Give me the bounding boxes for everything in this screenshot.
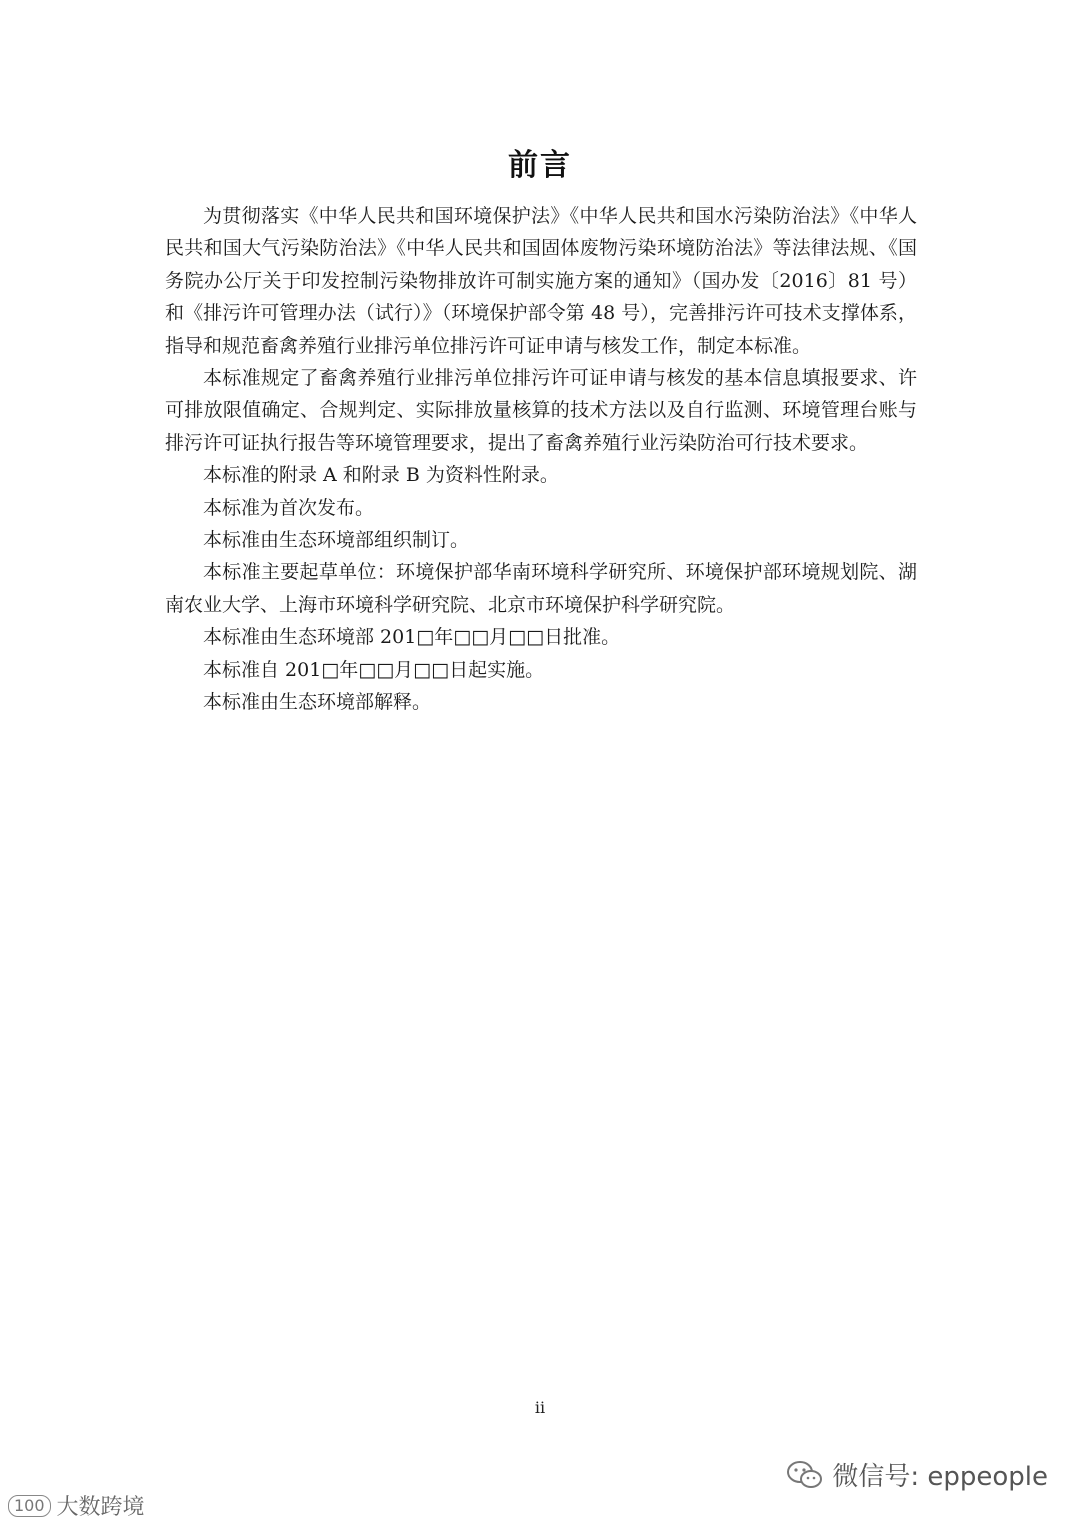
paragraph-9: 本标准由生态环境部解释。 [203, 691, 432, 714]
paragraph-5: 本标准由生态环境部组织制订。 [203, 529, 470, 552]
paragraph-6: 本标准主要起草单位：环境保护部华南环境科学研究所、环境保护部环境规划院、湖南农业大学、上海市环境科学研究院、北京市环境保护科学研究院。 [165, 561, 917, 616]
wechat-icon [786, 1459, 824, 1491]
paragraph-3: 本标准的附录 A 和附录 B 为资料性附录。 [203, 464, 559, 487]
page-title: 前言 [508, 148, 572, 183]
wechat-watermark [786, 1456, 1048, 1493]
document-body [165, 200, 917, 719]
paragraph-2: 本标准规定了畜禽养殖行业排污单位排污许可证申请与核发的基本信息填报要求、许可排放限值确定、合规判定、实际排放量核算的技术方法以及自行监测、环境管理台账与排污许可证执行报告等环境管理要求，提出了畜禽养殖行业污染防治可行技术要求。 [165, 367, 917, 454]
paragraph-8: 本标准自 201□年□□月□□日起实施。 [203, 658, 545, 681]
brand-text: 大数跨境 [56, 1495, 145, 1520]
wechat-id-text: 微信号: eppeople [832, 1462, 1048, 1492]
paragraph-7: 本标准由生态环境部 201□年□□月□□日批准。 [203, 626, 621, 649]
paragraph-1: 为贯彻落实《中华人民共和国环境保护法》《中华人民共和国水污染防治法》《中华人民共和国大气污染防治法》《中华人民共和国固体废物污染环境防治法》等法律法规、《国务院办公厅关于印发控制污染物排放许可制实施方案的通知》（国办发〔2016〕81 号）和《排污许可管理办法（试行）》（环境保护部令第 48 号），完善排污许可技术支撑体系，指导和规范畜禽养殖行业排污单位排污许可证申请与核发工作，制定本标准。 [165, 205, 917, 357]
brand-logo: 100 [8, 1495, 51, 1517]
paragraph-4: 本标准为首次发布。 [203, 496, 375, 519]
page-number: ii [534, 1398, 546, 1417]
brand-watermark [8, 1490, 145, 1521]
